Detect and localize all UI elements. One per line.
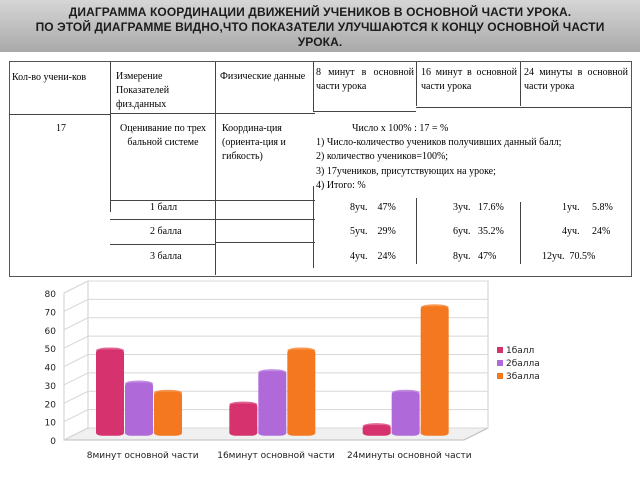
bar-2-3 [392,392,420,436]
cell-24min-3: 12уч. 70.5% [542,251,596,262]
formula-line-2: 2) количество учеников=100%; [316,151,449,162]
method-text: Оценивание по трех бальной системе [119,123,207,148]
header-16min: 16 минут в основной части урока [421,67,517,92]
header-count: Кол-во учени-ков [12,72,87,83]
bar-top-3-3 [421,304,449,310]
bar-1-2 [229,403,257,435]
legend-swatch-2 [497,360,503,366]
legend-label-2: 2балла [506,359,540,369]
bar-top-2-2 [258,369,286,375]
y-tick-label-0: 0 [50,437,56,447]
x-tick-label-2: 16минут основной части [217,451,335,461]
header-measure: Измерение Показателей физ.данных [116,71,170,110]
cell-24min-1: 1уч. 5.8% [562,202,613,213]
legend-label-1: 1балл [506,346,535,356]
bar-top-2-3 [392,390,420,396]
row-label-2: 2 балла [150,226,182,237]
header-24min: 24 минуты в основной части урока [524,67,628,92]
cell-24min-2: 4уч. 24% [562,226,611,237]
bar-3-2 [287,349,315,435]
formula-line-0: Число х 100% : 17 = % [352,123,449,134]
bar-3-1 [154,392,182,436]
bar-top-3-2 [287,347,315,353]
y-tick-label-70: 70 [44,308,56,319]
y-tick-label-10: 10 [44,418,56,429]
x-tick-label-3: 24минуты основной части [347,451,472,461]
cell-8min-2: 5уч. 29% [350,226,396,237]
cell-16min-1: 3уч. 17.6% [453,202,504,213]
data-table [9,61,632,277]
header-physical: Физические данные [220,71,306,82]
formula-line-3: 3) 17учеников, присутствующих на уроке; [316,166,496,177]
formula-line-4: 4) Итого: % [316,180,366,191]
y-tick-label-30: 30 [44,381,56,392]
bar-top-2-1 [125,381,153,387]
y-tick-label-20: 20 [44,400,56,411]
bar-top-1-3 [363,423,391,429]
row-label-3: 3 балла [150,251,182,262]
bar-top-1-2 [229,401,257,407]
y-tick-label-60: 60 [44,326,56,337]
legend-swatch-1 [497,347,503,353]
bar-chart [0,280,640,480]
title-line-1: ДИАГРАММА КООРДИНАЦИИ ДВИЖЕНИЙ УЧЕНИКОВ В ОСНОВНОЙ ЧАСТИ УРОКА. [68,5,572,19]
y-tick-label-40: 40 [44,363,56,374]
bar-2-1 [125,383,153,436]
bar-top-1-1 [96,347,124,353]
legend-swatch-3 [497,373,503,379]
legend-label-3: 3балла [506,372,540,382]
y-tick-label-80: 80 [44,290,56,300]
title-line-3: УРОКА. [297,35,343,49]
bar-top-3-1 [154,390,182,396]
quality-text: Координа-ция (ориента-ция и гибкость) [222,123,286,162]
title-line-2: ПО ЭТОЙ ДИАГРАММЕ ВИДНО,ЧТО ПОКАЗАТЕЛИ УЛУЧШАЮТСЯ К КОНЦУ ОСНОВНОЙ ЧАСТИ [35,20,605,34]
header-8min: 8 минут в основной части урока [316,67,414,92]
cell-8min-3: 4уч. 24% [350,251,396,262]
title-banner [0,0,640,52]
x-tick-label-1: 8минут основной части [86,451,199,461]
row-label-1: 1 балл [150,202,178,213]
bar-2-2 [258,371,286,436]
cell-8min-1: 8уч. 47% [350,202,396,213]
students-count: 17 [56,123,66,134]
bar-3-3 [421,306,449,436]
bar-1-1 [96,349,124,435]
cell-16min-3: 8уч. 47% [453,251,497,262]
y-tick-label-50: 50 [44,345,56,356]
cell-16min-2: 6уч. 35.2% [453,226,504,237]
formula-line-1: 1) Число-количество учеников получивших данный балл; [316,137,562,148]
